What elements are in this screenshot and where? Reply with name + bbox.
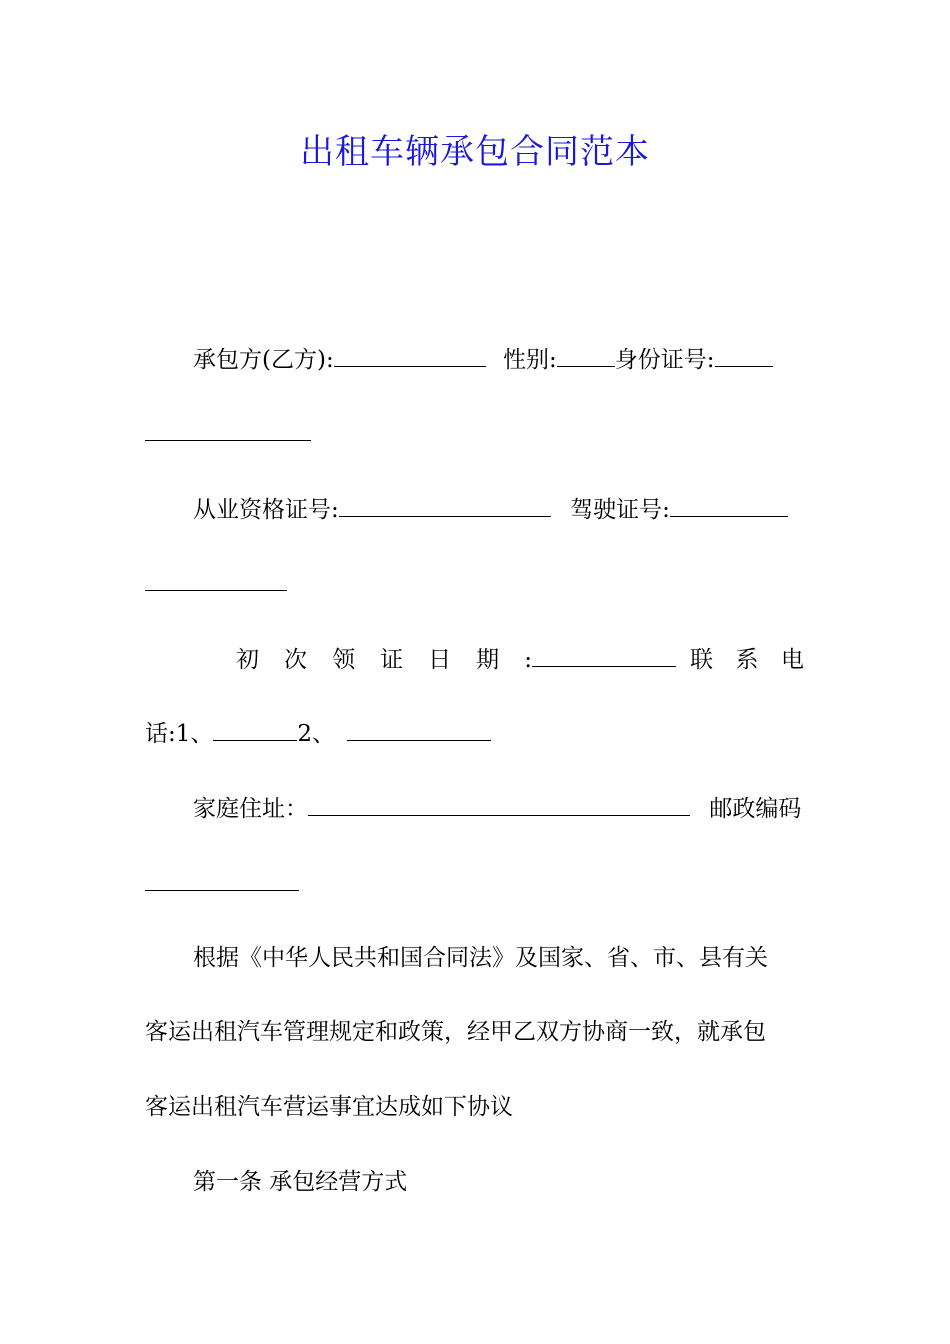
paragraph-line-2: 客运出租汽车管理规定和政策，经甲乙双方协商一致，就承包 — [145, 1019, 766, 1045]
address-blank[interactable] — [308, 793, 690, 816]
article-1-heading: 第一条 承包经营方式 — [193, 1169, 408, 1195]
qualification-blank[interactable] — [339, 494, 551, 517]
first-issue-label: 初 次 领 证 日 期 : — [236, 647, 532, 673]
id-number-blank-continued[interactable] — [145, 418, 311, 441]
phone2-label: 2、 — [297, 721, 336, 747]
phone2-blank[interactable] — [347, 718, 491, 741]
contractor-name-blank[interactable] — [334, 344, 486, 367]
id-number-continuation — [145, 418, 311, 450]
qualification-label: 从业资格证号: — [193, 497, 339, 523]
gender-blank[interactable] — [557, 344, 615, 367]
postcode-label: 邮政编码 — [709, 796, 802, 822]
id-number-label: 身份证号: — [614, 347, 715, 373]
paragraph-line-1: 根据《中华人民共和国合同法》及国家、省、市、县有关 — [193, 945, 768, 971]
postcode-continuation — [145, 868, 299, 900]
contractor-line — [193, 344, 773, 376]
phone1-blank[interactable] — [213, 718, 297, 741]
paragraph-line-3: 客运出租汽车营运事宜达成如下协议 — [145, 1094, 513, 1120]
address-label: 家庭住址： — [193, 796, 308, 822]
license-label: 驾驶证号: — [570, 497, 670, 523]
id-number-blank[interactable] — [715, 344, 773, 367]
phone-line — [145, 718, 491, 750]
license-blank[interactable] — [670, 494, 788, 517]
postcode-blank[interactable] — [145, 868, 299, 891]
contractor-label: 承包方(乙方): — [193, 347, 334, 373]
gender-label: 性别: — [503, 347, 557, 373]
first-issue-date-blank[interactable] — [532, 644, 676, 667]
qualification-line — [193, 494, 788, 526]
license-continuation — [145, 568, 287, 600]
first-issue-line — [236, 644, 676, 676]
phone-label-start: 联 系 电 — [690, 647, 804, 673]
document-title: 出租车辆承包合同范本 — [300, 132, 650, 172]
license-blank-continued[interactable] — [145, 568, 287, 591]
address-line — [193, 793, 801, 825]
phone-label-cont: 话:1、 — [145, 721, 214, 747]
